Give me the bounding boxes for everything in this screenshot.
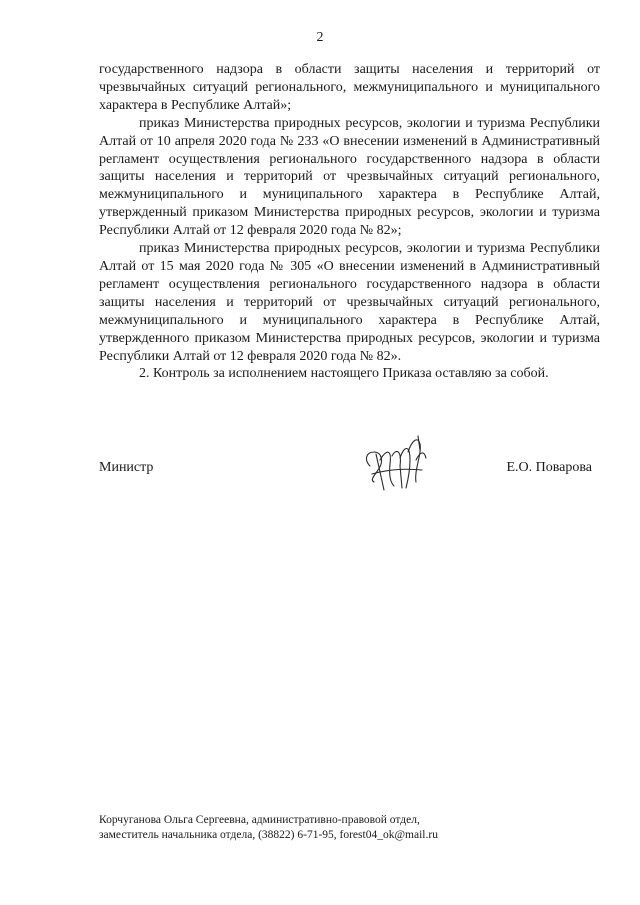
paragraph-item-2: 2. Контроль за исполнением настоящего Приказа оставляю за собой. xyxy=(139,366,549,382)
paragraph-order-305: приказ Министерства природных ресурсов, экологии и туризма Республики Алтай от 15 мая 2020 года № 305 «О внесении изменений в Административный регламент осуществления регионального государственного надзора в области защиты населения и территорий от чрезвычайных ситуаций регионального, межмуниципального и муниципального характера в Республике Алтай, утвержденного приказом Министерства природных ресурсов, экологии и туризма Республики Алтай от 12 февраля 2020 года № 82». xyxy=(99,241,600,364)
signatory-position: Министр xyxy=(99,460,154,475)
document-body xyxy=(99,61,600,383)
footer-executor-line: Корчуганова Ольга Сергеевна, административно-правовой отдел, xyxy=(99,814,420,826)
handwritten-signature xyxy=(356,430,436,500)
document-footer xyxy=(99,813,438,843)
paragraph-continuation: государственного надзора в области защиты населения и территорий от чрезвычайных ситуаций регионального, межмуниципального и муниципального характера в Республике Алтай»; xyxy=(99,62,600,113)
paragraph-order-233: приказ Министерства природных ресурсов, экологии и туризма Республики Алтай от 10 апреля 2020 года № 233 «О внесении изменений в Административный регламент осуществления регионального государственного надзора в области защиты населения и территорий от чрезвычайных ситуаций регионального, межмуниципального и муниципального характера в Республике Алтай, утвержденный приказом Министерства природных ресурсов, экологии и туризма Республики Алтай от 12 февраля 2020 года № 82»; xyxy=(99,115,600,239)
footer-contact-line: заместитель начальника отдела, (38822) 6-71-95, forest04_ok@mail.ru xyxy=(99,829,438,841)
signatory-name: Е.О. Поварова xyxy=(506,460,592,475)
page-number: 2 xyxy=(316,30,324,45)
